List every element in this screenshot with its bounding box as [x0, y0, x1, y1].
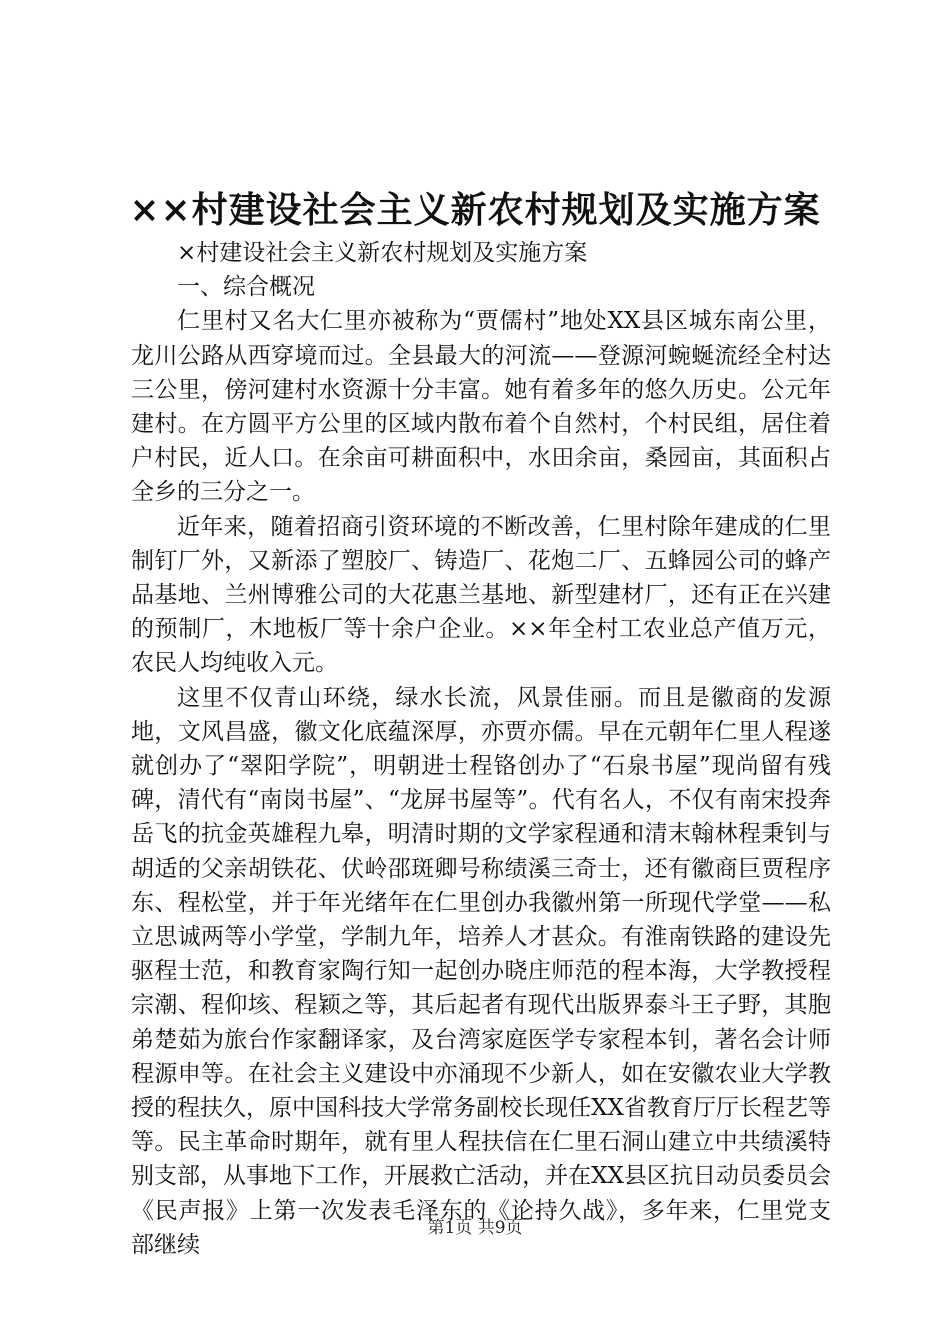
body-paragraph: 这里不仅青山环绕，绿水长流，风景佳丽。而且是徽商的发源地，文风昌盛，徽文化底蕴深厚，亦贾亦儒。早在元朝年仁里人程遂就创办了“翠阳学院”，明朝进士程铬创办了“石泉书屋”现尚留有残碑，清代有“南岗书屋”、“龙屏书屋等”。代有名人，不仅有南宋投奔岳飞的抗金英雄程九皋，明清时期的文学家程通和清末翰林程秉钊与胡适的父亲胡铁花、伏岭邵斑卿号称绩溪三奇士，还有徽商巨贾程序东、程松堂，并于年光绪年在仁里创办我徽州第一所现代学堂——私立思诚两等小学堂，学制九年，培养人才甚众。有淮南铁路的建设先驱程士范，和教育家陶行知一起创办晓庄师范的程本海，大学教授程宗潮、程仰垓、程颖之等，其后起者有现代出版界泰斗王子野，其胞弟楚茹为旅台作家翻译家，及台湾家庭医学专家程本钊，著名会计师程源申等。在社会主义建设中亦涌现不少新人，如在安徽农业大学教授的程扶久，原中国科技大学常务副校长现任XX省教育厅厅长程艺等等。民主革命时期年，就有里人程扶信在仁里石洞山建立中共绩溪特别支部，从事地下工作，开展救亡活动，并在XX县区抗日动员委员会《民声报》上第一次发表毛泽东的《论持久战》，多年来，仁里党支部继续 [131, 684, 831, 1258]
subtitle-paragraph: ×村建设社会主义新农村规划及实施方案 [177, 240, 588, 266]
body-paragraph: 仁里村又名大仁里亦被称为“贾儒村”地处XX县区城东南公里，龙川公路从西穿境而过。全县最大的河流——登源河蜿蜒流经全村达三公里，傍河建村水资源十分丰富。她有着多年的悠久历史。公元年建村。在方圆平方公里的区域内散布着个自然村，个村民组，居住着户村民，近人口。在余亩可耕面积中，水田余亩，桑园亩，其面积占全乡的三分之一。 [131, 308, 831, 506]
document-title: ××村建设社会主义新农村规划及实施方案 [129, 189, 821, 231]
document-body [131, 236, 831, 1262]
body-paragraph: 近年来，随着招商引资环境的不断改善，仁里村除年建成的仁里制钉厂外，又新添了塑胶厂、铸造厂、花炮二厂、五蜂园公司的蜂产品基地、兰州博雅公司的大花惠兰基地、新型建材厂，还有正在兴建的预制厂，木地板厂等十余户企业。××年全村工农业总产值万元，农民人均纯收入元。 [131, 513, 831, 677]
section-heading: 一、综合概况 [177, 274, 315, 301]
page-footer: 第1页 共9页 [427, 1218, 523, 1238]
